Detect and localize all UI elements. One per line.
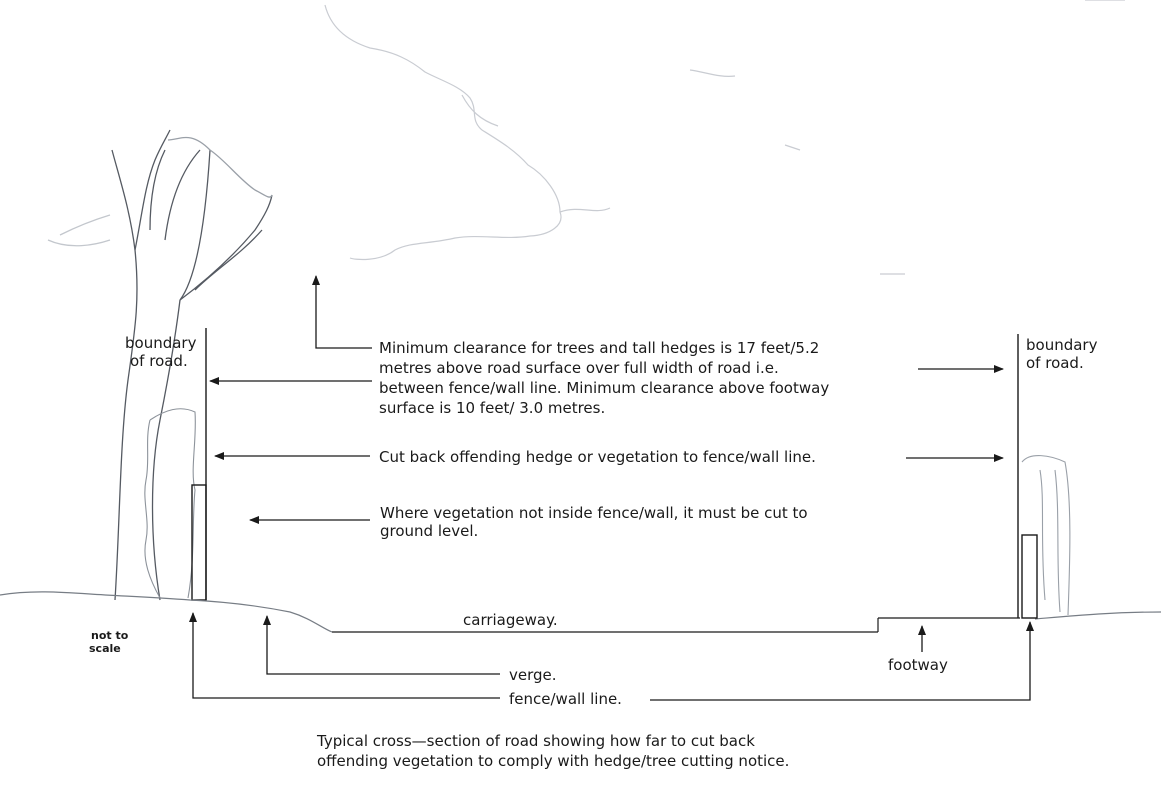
boundary-left-label: boundary of road.: [125, 334, 197, 370]
carriageway-label: carriageway.: [463, 611, 558, 629]
ground-profile: [0, 592, 1161, 632]
caption: Typical cross—section of road showing how far to cut back offending vegetation to comply with hedge/tree cutting notice.: [317, 732, 790, 770]
ground-level-note: Where vegetation not inside fence/wall, it must be cut to ground level.: [380, 504, 808, 540]
fence-wall-line-label: fence/wall line.: [509, 690, 622, 708]
tree-canopy-sketch: [325, 0, 1125, 274]
cut-back-note: Cut back offending hedge or vegetation to fence/wall line.: [379, 448, 816, 466]
boundary-right-label: boundary of road.: [1026, 336, 1098, 372]
not-to-scale-label: not to scale: [89, 629, 129, 655]
footway-label: footway: [888, 656, 948, 674]
verge-label: verge.: [509, 666, 557, 684]
clearance-note: Minimum clearance for trees and tall hedges is 17 feet/5.2 metres above road surface over full width of road i.e. between fence/wall line. Minimum clearance above footway surface is 10 feet/ 3.0 metres.: [379, 339, 830, 417]
right-fence: [1022, 535, 1037, 618]
